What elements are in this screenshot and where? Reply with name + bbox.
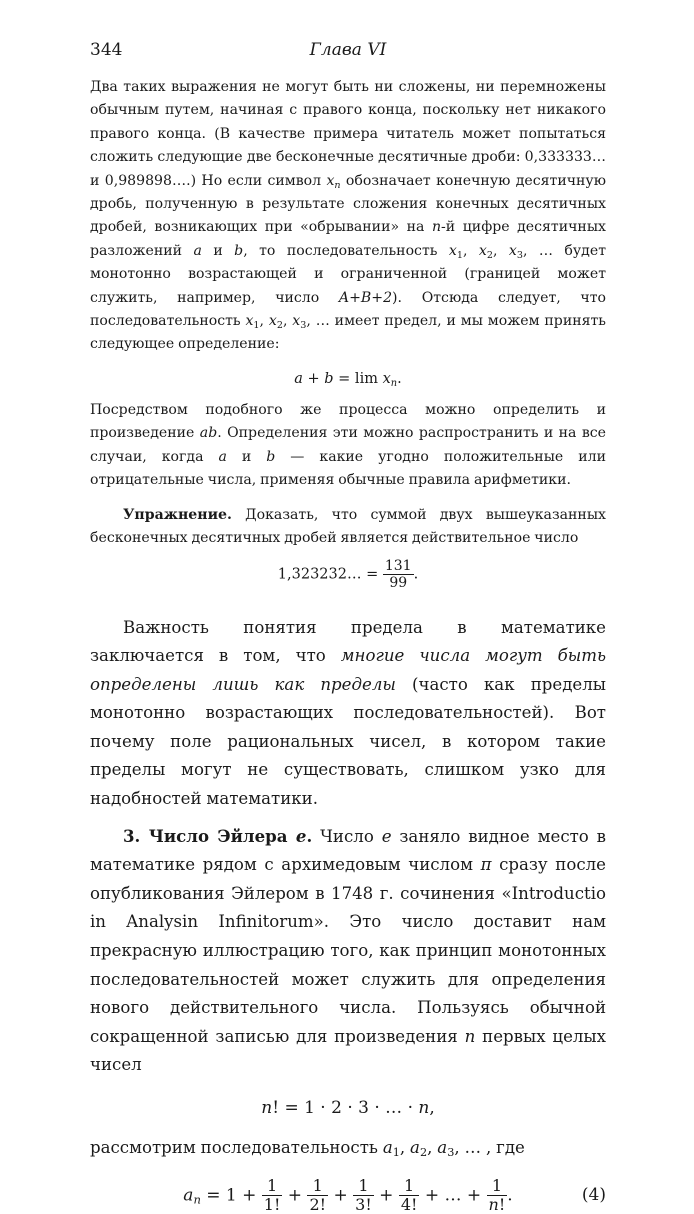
math-var: a bbox=[382, 1138, 393, 1157]
fraction bbox=[399, 1177, 420, 1214]
text: , … будет монотонно возрастающей и ограниченной (границей может служить, например, число bbox=[90, 242, 606, 306]
math-sub: 1 bbox=[392, 1146, 400, 1159]
math-var: a bbox=[410, 1138, 420, 1157]
math-var: a bbox=[218, 448, 227, 465]
math-expression: = 1 + bbox=[200, 1184, 262, 1205]
equation-factorial bbox=[90, 1098, 606, 1118]
exercise-label: Упражнение. bbox=[123, 506, 232, 523]
text: , bbox=[399, 1138, 411, 1157]
text: рассмотрим последовательность bbox=[90, 1138, 383, 1157]
paragraph-sequence bbox=[90, 1134, 606, 1163]
text: ). Отсюда следует, что последовательность bbox=[90, 289, 607, 330]
math-var: a bbox=[437, 1138, 448, 1157]
paragraph-exercise bbox=[90, 504, 606, 551]
math-sub: 1 bbox=[456, 249, 463, 261]
equation-series bbox=[90, 1177, 606, 1214]
text: , … , где bbox=[454, 1138, 525, 1157]
math-expression: a + b bbox=[294, 370, 334, 387]
math-var: ab bbox=[199, 425, 218, 442]
math-operator: + bbox=[373, 1184, 399, 1205]
math-var: n bbox=[431, 219, 442, 236]
text: , bbox=[427, 1138, 438, 1157]
section-heading: 3. Число Эйлера bbox=[123, 825, 296, 846]
fraction-denominator: 1! bbox=[263, 1194, 281, 1214]
math-punct: , bbox=[429, 1098, 435, 1118]
paragraph-limits bbox=[90, 614, 606, 814]
text: Число bbox=[312, 826, 382, 846]
equation-sum bbox=[90, 371, 606, 387]
math-var: a bbox=[193, 242, 202, 259]
fraction bbox=[262, 1177, 283, 1214]
fraction bbox=[383, 558, 414, 591]
math-var: x bbox=[508, 242, 517, 259]
page-body bbox=[90, 76, 606, 1214]
math-sub: n bbox=[334, 179, 341, 191]
math-operator: + bbox=[282, 1184, 308, 1205]
fraction-denominator: 4! bbox=[400, 1194, 418, 1214]
math-expression: 1,323232… = bbox=[277, 566, 383, 583]
text: -й цифре десятичных разложений bbox=[90, 219, 606, 259]
fraction-denominator: 99 bbox=[389, 575, 408, 592]
math-sub: 3 bbox=[516, 249, 523, 261]
paragraph-product bbox=[90, 399, 606, 493]
text: Доказать, что суммой двух вышеуказанных бесконечных десятичных дробей является действительное число bbox=[90, 506, 606, 546]
math-expression: ! = 1 · 2 · 3 · … · bbox=[272, 1098, 419, 1118]
text: заняло видное место в математике рядом с архимедовым числом bbox=[90, 826, 607, 875]
text: обозначает конечную десятичную дробь, полученную в результате сложения конечных десятичных дробей, возникающих при «обрывании» на bbox=[90, 172, 606, 236]
math-var: x bbox=[245, 313, 254, 330]
page-number: 344 bbox=[90, 40, 123, 60]
math-var: x bbox=[268, 313, 277, 330]
math-expression: = lim bbox=[333, 370, 383, 387]
fraction-denominator bbox=[487, 1196, 508, 1214]
math-var: x bbox=[478, 242, 487, 259]
math-var: b bbox=[234, 242, 244, 259]
text: . Определения эти можно распространить и на все случаи, когда bbox=[90, 425, 606, 465]
fraction-numerator: 1 bbox=[262, 1177, 283, 1196]
math-var: x bbox=[326, 172, 335, 189]
fraction-numerator: 1 bbox=[307, 1177, 328, 1196]
text: и bbox=[226, 448, 267, 465]
emphasized-text: многие числа могут быть определены лишь как пределы bbox=[90, 646, 606, 694]
math-var: x bbox=[292, 313, 301, 330]
math-operator: + … + bbox=[419, 1184, 487, 1205]
math-sub: 1 bbox=[253, 320, 260, 332]
text: , bbox=[259, 313, 269, 330]
fraction-denominator: 2! bbox=[309, 1194, 327, 1214]
text: , bbox=[462, 242, 479, 259]
math-var: n bbox=[261, 1098, 273, 1118]
text: сразу после опубликования Эйлером в 1748 г. сочинения «Introductio in Analysin Infinitorum». Это число доставит нам прекрасную иллюстрацию того, как принцип монотонных последовательностей может служить для определения нового действительного числа. Пользуясь обычной сокращенной записью для произведения bbox=[90, 855, 606, 1046]
text: первых целых чисел bbox=[90, 1026, 606, 1075]
math-sub: 3 bbox=[300, 320, 307, 332]
math-var: n bbox=[488, 1194, 499, 1214]
math-var: b bbox=[266, 448, 276, 465]
fraction bbox=[487, 1177, 508, 1214]
math-punct: . bbox=[507, 1184, 513, 1205]
math-var: x bbox=[382, 370, 391, 387]
text: и bbox=[201, 242, 235, 259]
text: , то последовательность bbox=[243, 242, 449, 259]
math-var: n bbox=[418, 1098, 430, 1118]
running-head: Глава VI bbox=[309, 40, 387, 60]
fraction-numerator: 1 bbox=[399, 1177, 420, 1196]
math-sub: 2 bbox=[486, 249, 493, 261]
fraction-numerator: 1 bbox=[487, 1177, 508, 1196]
math-sub: 3 bbox=[447, 1146, 455, 1159]
text: Важность понятия предела в математике заключается в том, что bbox=[90, 617, 606, 666]
math-operator: + bbox=[328, 1184, 354, 1205]
section-heading: . bbox=[306, 825, 313, 846]
math-var: e bbox=[295, 825, 307, 846]
math-punct: . bbox=[397, 370, 402, 387]
text: , bbox=[282, 313, 293, 330]
math-var: n bbox=[464, 1026, 476, 1046]
equation-exercise bbox=[90, 558, 606, 591]
text: , bbox=[492, 242, 509, 259]
math-sub: 2 bbox=[276, 320, 283, 332]
text: — какие угодно положительные или отрицательные числа, применяя обычные правила арифметики. bbox=[90, 448, 606, 489]
math-sub: n bbox=[390, 377, 398, 389]
math-operator: ! bbox=[498, 1194, 506, 1214]
math-sub: n bbox=[193, 1191, 201, 1206]
fraction bbox=[353, 1177, 374, 1214]
section-euler-number bbox=[90, 822, 606, 1080]
page-header bbox=[90, 40, 606, 64]
math-var: a bbox=[183, 1184, 194, 1205]
math-sub: 2 bbox=[419, 1146, 428, 1159]
math-var: e bbox=[381, 826, 392, 846]
equation-number: (4) bbox=[581, 1184, 606, 1205]
math-punct: . bbox=[413, 566, 419, 583]
math-var: π bbox=[480, 855, 492, 875]
paragraph-continuation bbox=[90, 76, 606, 357]
text: (часто как пределы монотонно возрастающих последовательностей). Вот почему поле рациональных чисел, в котором такие пределы могут не существовать, слишком узко для надобностей математики. bbox=[90, 674, 606, 809]
fraction-denominator: 3! bbox=[355, 1194, 372, 1214]
math-var: x bbox=[448, 242, 457, 259]
fraction-numerator: 1 bbox=[353, 1177, 374, 1196]
text: Посредством подобного же процесса можно определить и произведение bbox=[90, 401, 606, 442]
text: Два таких выражения не могут быть ни сложены, ни перемножены обычным путем, начиная с правого конца, поскольку нет никакого правого конца. (В качестве примера читатель может попытаться сложить следующие две бесконечные десятичные дроби: 0,333333… и 0,989898….) Но если символ bbox=[90, 79, 606, 189]
text: , … имеет предел, и мы можем принять следующее определение: bbox=[90, 313, 606, 353]
fraction bbox=[307, 1177, 328, 1214]
math-expression: A+B+2 bbox=[338, 289, 393, 306]
fraction-numerator: 131 bbox=[384, 558, 412, 575]
